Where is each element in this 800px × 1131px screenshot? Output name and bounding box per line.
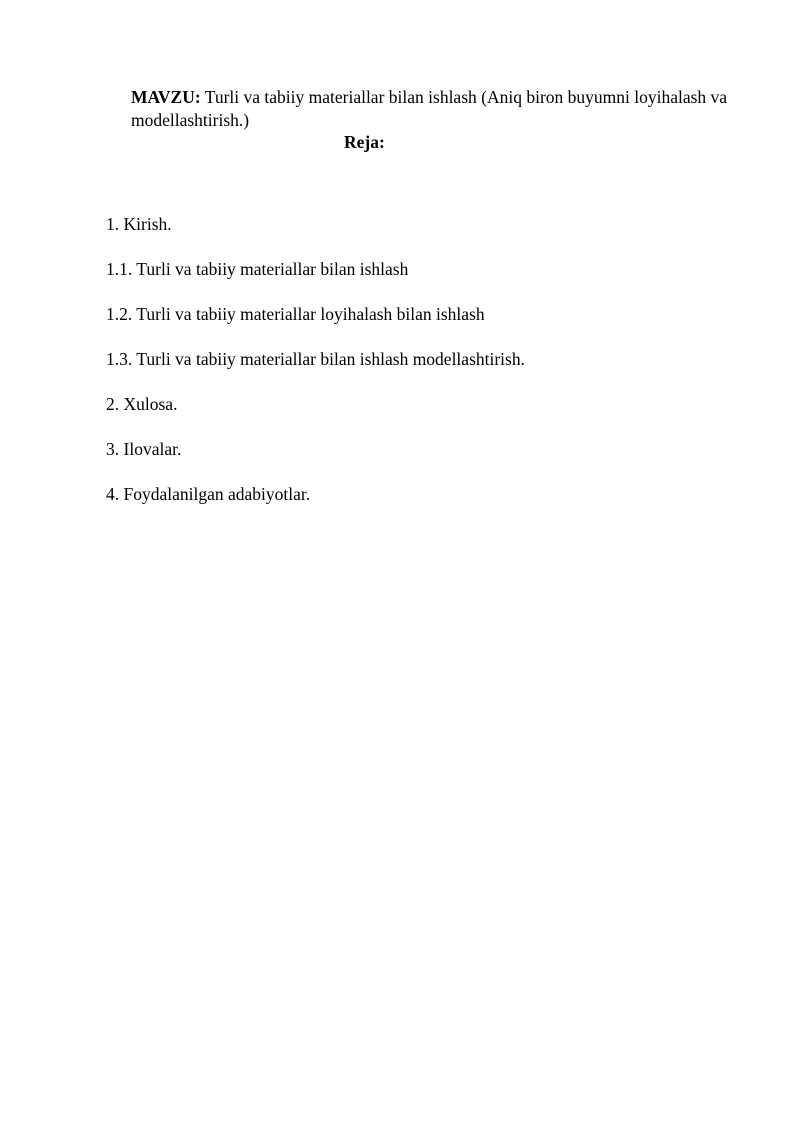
plan-item-introduction: 1. Kirish. — [106, 214, 172, 234]
plan-list — [106, 213, 525, 528]
plan-item-references: 4. Foydalanilgan adabiyotlar. — [106, 484, 311, 504]
plan-heading: Reja: — [344, 132, 385, 152]
topic-label: MAVZU: — [131, 87, 201, 107]
topic-paragraph — [131, 86, 771, 132]
plan-item-conclusion: 2. Xulosa. — [106, 394, 178, 414]
plan-item-appendices: 3. Ilovalar. — [106, 439, 182, 459]
topic-text: Turli va tabiiy materiallar bilan ishlash (Aniq biron buyumni loyihalash va modellashtirish.) — [131, 87, 728, 130]
plan-item-1-2: 1.2. Turli va tabiiy materiallar loyihalash bilan ishlash — [106, 304, 485, 324]
plan-item-1-1: 1.1. Turli va tabiiy materiallar bilan ishlash — [106, 259, 409, 279]
plan-item-1-3: 1.3. Turli va tabiiy materiallar bilan ishlash modellashtirish. — [106, 349, 525, 369]
